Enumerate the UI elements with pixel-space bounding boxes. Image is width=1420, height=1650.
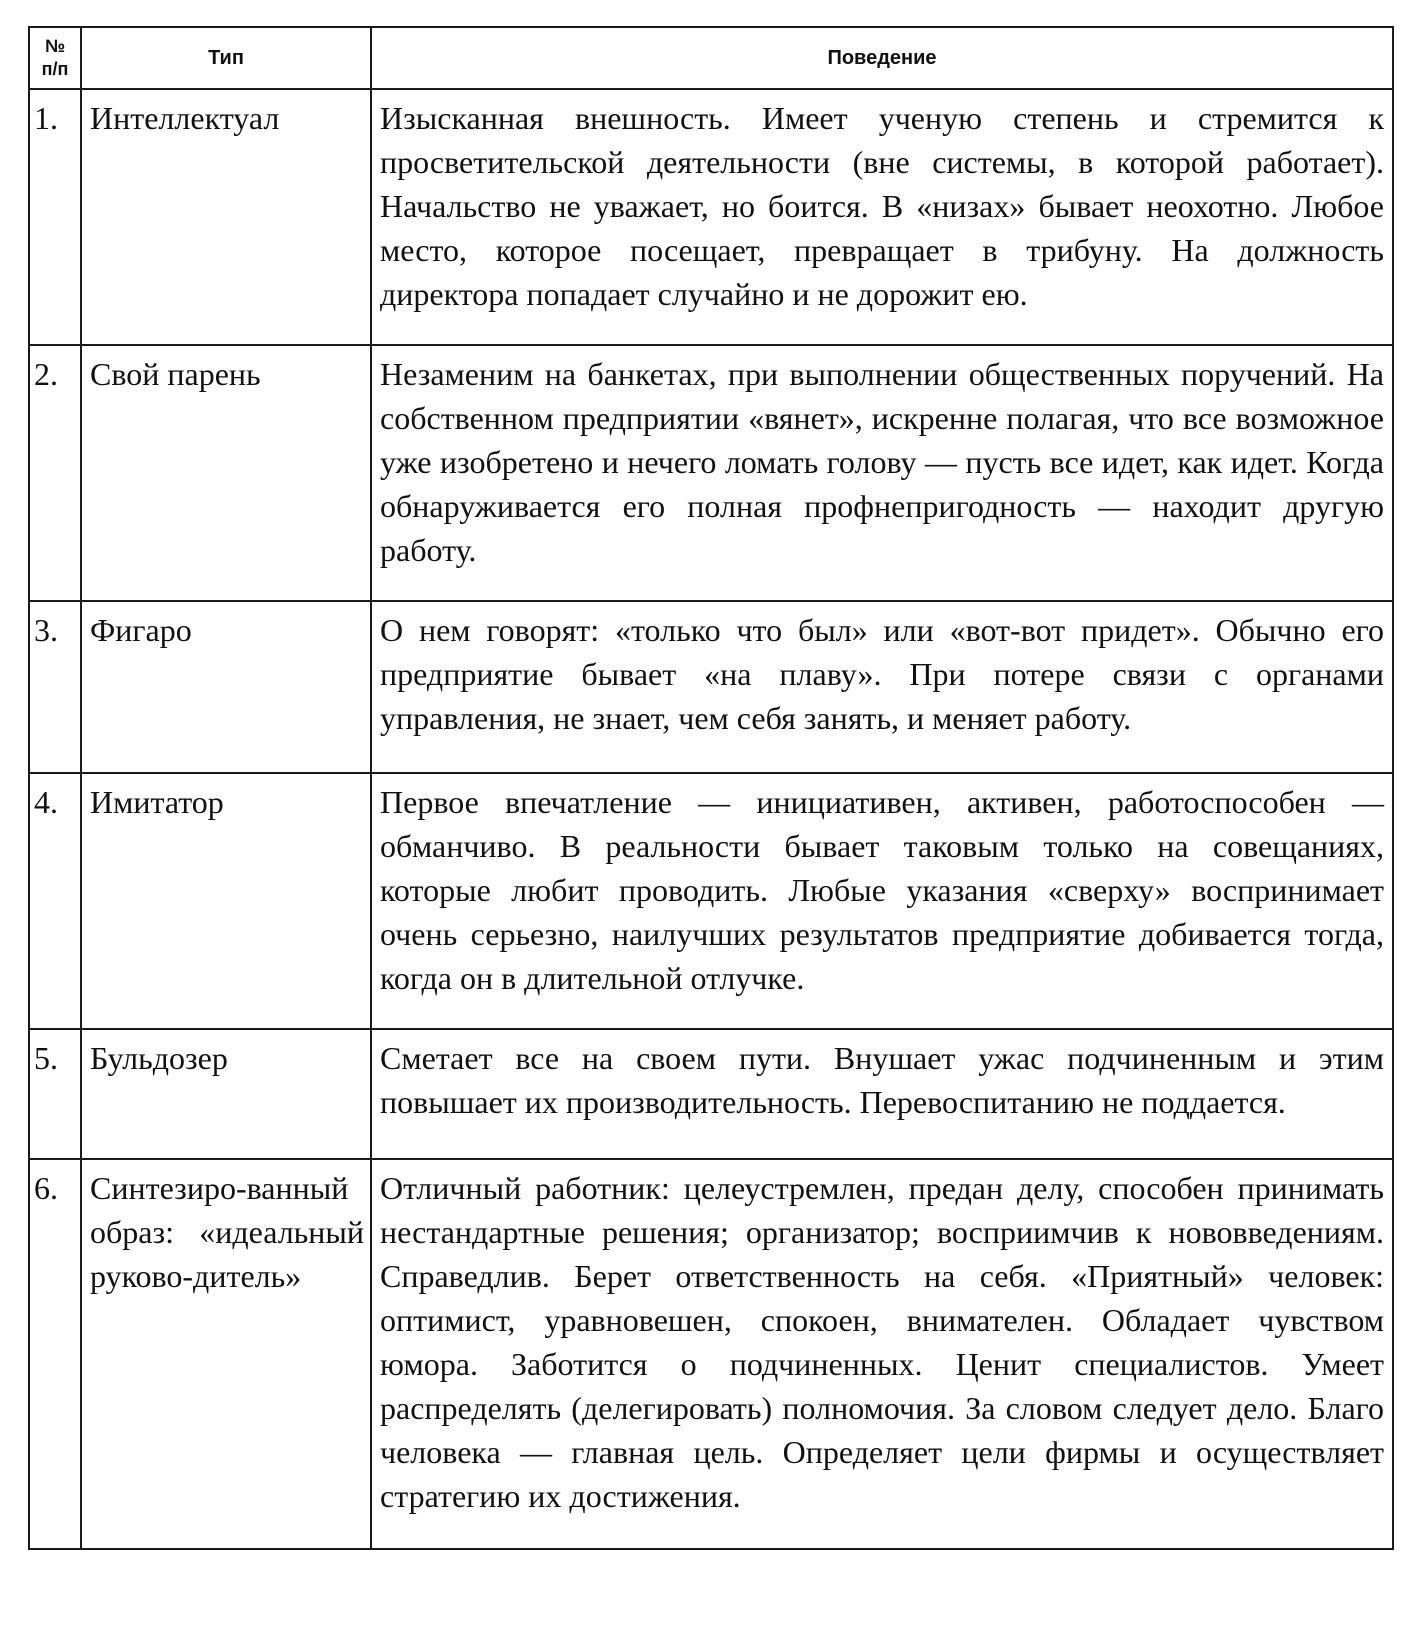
row-behavior: О нем говорят: «только что был» или «вот-вот придет». Обычно его предприятие бывает «на плаву». При потере связи с органами управления, не знает, чем себя занять, и меняет работу. (371, 601, 1393, 773)
header-type: Тип (81, 27, 371, 89)
row-number: 4. (29, 773, 81, 1029)
row-type: Свой парень (81, 345, 371, 601)
row-behavior: Первое впечатление — инициативен, активен, работоспособен — обманчиво. В реальности бывает таковым только на совещаниях, которые любит проводить. Любые указания «сверху» воспринимает очень серьезно, наилучших результатов предприятие добивается тогда, когда он в длительной отлучке. (371, 773, 1393, 1029)
row-type: Интеллектуал (81, 89, 371, 345)
table-row (29, 1159, 1393, 1549)
table-row (29, 1029, 1393, 1159)
table-row (29, 89, 1393, 345)
header-number-symbol: № (44, 36, 66, 56)
row-behavior: Отличный работник: целеустремлен, предан делу, способен принимать нестандартные решения; организатор; восприимчив к нововведениям. Справедлив. Берет ответственность на себя. «Приятный» человек: оптимист, уравновешен, спокоен, внимателен. Обладает чувством юмора. Заботится о подчиненных. Ценит специалистов. Умеет распределять (делегировать) полномочия. За словом следует дело. Благо человека — главная цель. Определяет цели фирмы и осуществляет стратегию их достижения. (371, 1159, 1393, 1549)
row-number: 6. (29, 1159, 81, 1549)
row-number: 2. (29, 345, 81, 601)
row-behavior: Изысканная внешность. Имеет ученую степень и стремится к просветительской деятельности (вне системы, в которой работает). Начальство не уважает, но боится. В «низах» бывает неохотно. Любое место, которое посещает, превращает в трибуну. На должность директора попадает случайно и не дорожит ею. (371, 89, 1393, 345)
table-header-row (29, 27, 1393, 89)
table-row (29, 773, 1393, 1029)
row-number: 5. (29, 1029, 81, 1159)
row-number: 3. (29, 601, 81, 773)
row-behavior: Незаменим на банкетах, при выполнении общественных поручений. На собственном предприятии «вянет», искренне полагая, что все возможное уже изобретено и нечего ломать голову — пусть все идет, как идет. Когда обнаруживается его полная профнепригодность — находит другую работу. (371, 345, 1393, 601)
row-type: Бульдозер (81, 1029, 371, 1159)
document-page (28, 26, 1392, 1550)
header-number (29, 27, 81, 89)
row-type: Имитатор (81, 773, 371, 1029)
header-behavior: Поведение (371, 27, 1393, 89)
row-behavior: Сметает все на своем пути. Внушает ужас подчиненным и этим повышает их производительность. Перевоспитанию не поддается. (371, 1029, 1393, 1159)
header-number-abbrev: п/п (41, 59, 69, 79)
row-type: Синтезиро-ванный образ: «идеальный руково-дитель» (81, 1159, 371, 1549)
table-row (29, 345, 1393, 601)
row-type: Фигаро (81, 601, 371, 773)
table-row (29, 601, 1393, 773)
manager-types-table (28, 26, 1394, 1550)
row-number: 1. (29, 89, 81, 345)
